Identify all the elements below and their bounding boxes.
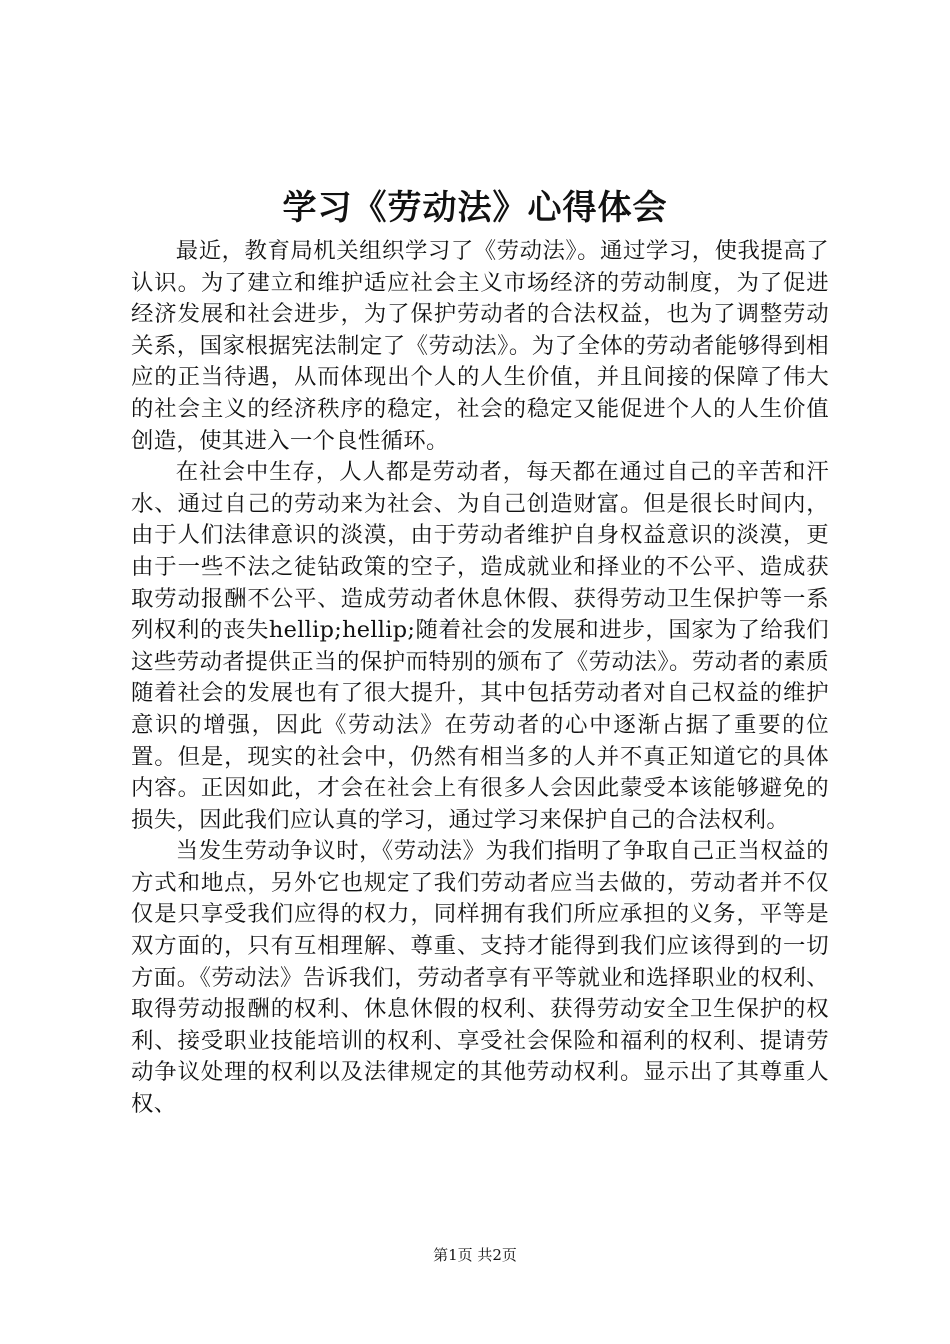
paragraph-3: 当发生劳动争议时，《劳动法》为我们指明了争取自己正当权益的方式和地点，另外它也规定了我们劳动者应当去做的，劳动者并不仅仅是只享受我们应得的权力，同样拥有我们所应承担的义务，平等是双方面的，只有互相理解、尊重、支持才能得到我们应该得到的一切方面。《劳动法》告诉我们，劳动者享有平等就业和选择职业的权利、取得劳动报酬的权利、休息休假的权利、获得劳动安全卫生保护的权利、接受职业技能培训的权利、享受社会保险和福利的权利、提请劳动争议处理的权利以及法律规定的其他劳动权利。显示出了其尊重人权、: [131, 838, 829, 1118]
document-body: [131, 236, 829, 1121]
document-title: 学习《劳动法》心得体会: [282, 188, 668, 228]
paragraph-2: 在社会中生存，人人都是劳动者，每天都在通过自己的辛苦和汗水、通过自己的劳动来为社会、为自己创造财富。但是很长时间内，由于人们法律意识的淡漠，由于劳动者维护自身权益意识的淡漠，更由于一些不法之徒钻政策的空子，造成就业和择业的不公平、造成获取劳动报酬不公平、造成劳动者休息休假、获得劳动卫生保护等一系列权利的丧失hellip;hellip;随着社会的发展和进步，国家为了给我们这些劳动者提供正当的保护而特别的颁布了《劳动法》。劳动者的素质随着社会的发展也有了很大提升，其中包括劳动者对自己权益的维护意识的增强，因此《劳动法》在劳动者的心中逐渐占据了重要的位置。但是，现实的社会中，仍然有相当多的人并不真正知道它的具体内容。正因如此，才会在社会上有很多人会因此蒙受本该能够避免的损失，因此我们应认真的学习，通过学习来保护自己的合法权利。: [131, 459, 829, 833]
page-number-footer: 第1页 共2页: [433, 1246, 517, 1264]
paragraph-1: 最近，教育局机关组织学习了《劳动法》。通过学习，使我提高了认识。为了建立和维护适应社会主义市场经济的劳动制度，为了促进经济发展和社会进步，为了保护劳动者的合法权益，也为了调整劳动关系，国家根据宪法制定了《劳动法》。为了全体的劳动者能够得到相应的正当待遇，从而体现出个人的人生价值，并且间接的保障了伟大的社会主义的经济秩序的稳定，社会的稳定又能促进个人的人生价值创造，使其进入一个良性循环。: [131, 238, 829, 454]
